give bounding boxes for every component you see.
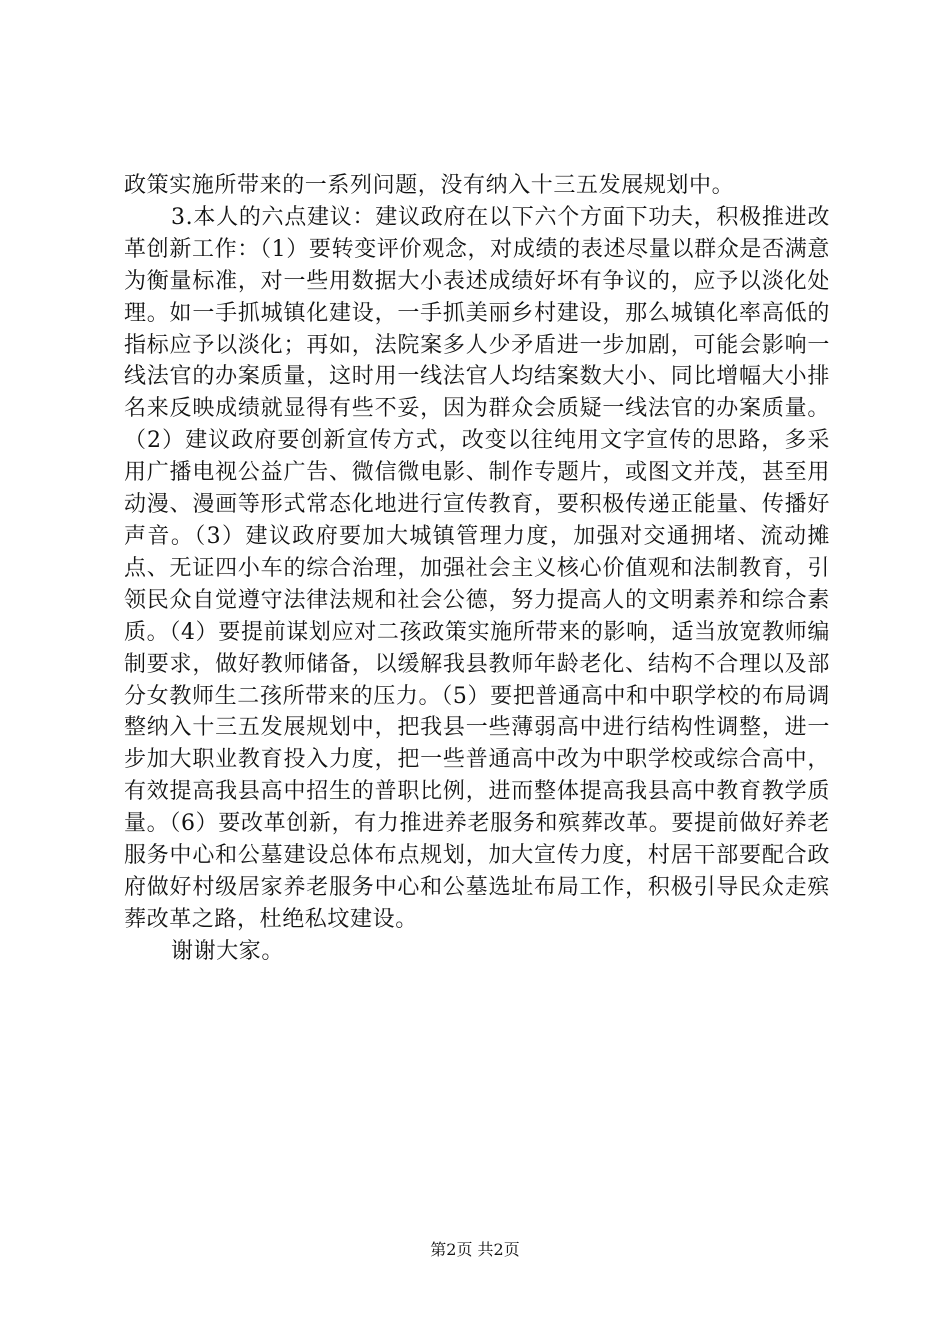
page-footer: 第2页 共2页 (430, 1240, 520, 1259)
paragraph-suggestions: 3.本人的六点建议：建议政府在以下六个方面下功夫，积极推进改革创新工作：（1）要转变评价观念，对成绩的表述尽量以群众是否满意为衡量标准，对一些用数据大小表述成绩好坏有争议的，应予以淡化处理。如一手抓城镇化建设，一手抓美丽乡村建设，那么城镇化率高低的指标应予以淡化；再如，法院案多人少矛盾进一步加剧，可能会影响一线法官的办案质量，这时用一线法官人均结案数大小、同比增幅大小排名来反映成绩就显得有些不妥，因为群众会质疑一线法官的办案质量。（2）建议政府要创新宣传方式，改变以往纯用文字宣传的思路，多采用广播电视公益广告、微信微电影、制作专题片，或图文并茂，甚至用动漫、漫画等形式常态化地进行宣传教育，要积极传递正能量、传播好声音。（3）建议政府要加大城镇管理力度，加强对交通拥堵、流动摊点、无证四小车的综合治理，加强社会主义核心价值观和法制教育，引领民众自觉遵守法律法规和社会公德，努力提高人的文明素养和综合素质。（4）要提前谋划应对二孩政策实施所带来的影响，适当放宽教师编制要求，做好教师储备，以缓解我县教师年龄老化、结构不合理以及部分女教师生二孩所带来的压力。（5）要把普通高中和中职学校的布局调整纳入十三五发展规划中，把我县一些薄弱高中进行结构性调整，进一步加大职业教育投入力度，把一些普通高中改为中职学校或综合高中，有效提高我县高中招生的普职比例，进而整体提高我县高中教育教学质量。（6）要改革创新，有力推进养老服务和殡葬改革。要提前做好养老服务中心和公墓建设总体布点规划，加大宣传力度，村居干部要配合政府做好村级居家养老服务中心和公墓选址布局工作，积极引导民众走殡葬改革之路，杜绝私坟建设。 (124, 204, 830, 932)
document-body (124, 170, 830, 968)
paragraph-closing: 谢谢大家。 (171, 938, 285, 964)
paragraph-continuation: 政策实施所带来的一系列问题，没有纳入十三五发展规划中。 (124, 173, 735, 198)
